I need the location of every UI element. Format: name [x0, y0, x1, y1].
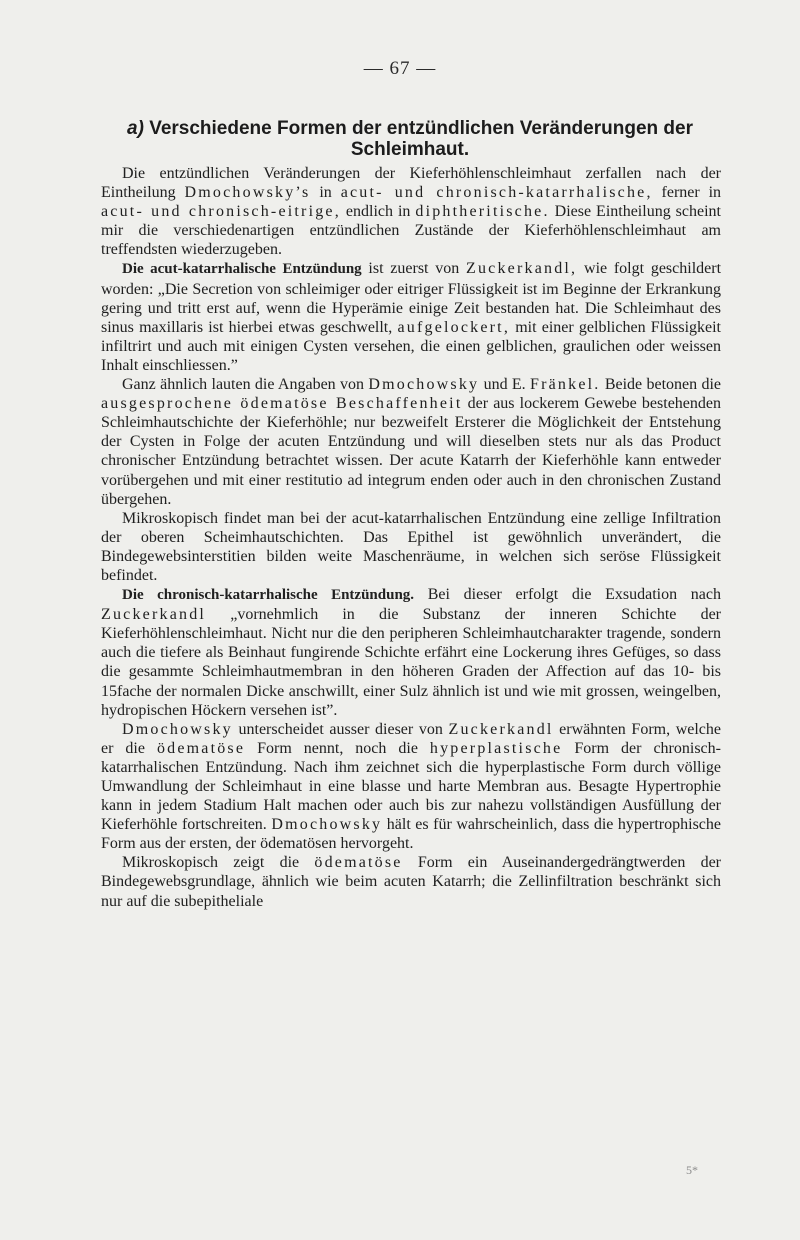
paragraph-7	[101, 853, 721, 910]
p1-text: in	[310, 184, 341, 202]
p7-text: Form ein Auseinandergedrängtwerden der Bindegewebsgrundlage, ähnlich wie beim acuten Katarrh; die Zellinfiltration beschränkt sich nur auf die subepitheliale	[101, 854, 722, 910]
printer-signature: 5*	[686, 1163, 698, 1177]
p2-lead: Die acut-katarrhalische Entzündung	[122, 261, 362, 278]
page-number: — 67 —	[363, 58, 437, 79]
p2-spaced: aufgelockert,	[397, 318, 511, 336]
paragraph-5	[101, 585, 721, 720]
p6-text: Form nennt, noch die	[245, 739, 430, 757]
paragraph-2	[101, 259, 721, 375]
p6-spaced: ödematöse	[156, 739, 246, 757]
p6-text: Form der chronisch-katarrhalischen Entzündung. Nach ihm zeichnet sich die hyperplastische Form durch völlige Umwandlung der Schleimhaut in eine blasse und harte Membran aus. Besagte Hypertrophie kann in jedem Stadium Halt machen oder auch bis zur nahezu vollständigen Ausfüllung der Kieferhöhle fortschreiten.	[101, 739, 721, 834]
p6-spaced: Dmochowsky	[271, 816, 383, 834]
section-heading	[100, 118, 720, 160]
p3-text: der aus lockerem Gewebe bestehenden Schleimhautschichte der Kieferhöhle; nur bezweifelt Ersterer die Möglichkeit der Entstehung der Cysten in Folge der acuten Entzündung und will dieselben stets nur als das Product chronischer Entzündung betrachtet wissen. Der acute Katarrh der Kieferhöhle kann entweder vorübergehen und mit einer restitutio ad integrum enden oder auch in den chronischen Zustand übergehen.	[101, 395, 721, 508]
p3-text: und E.	[479, 376, 530, 394]
p5-text: Bei dieser erfolgt die Exsudation nach	[414, 586, 721, 604]
p6-text: hält es für wahrscheinlich, dass die hypertrophische Form aus der ersten, der ödematösen hervorgeht.	[101, 816, 721, 853]
p5-lead: Die chronisch-katarrhalische Entzündung.	[122, 587, 415, 604]
p3-text: Ganz ähnlich lauten die Angaben von	[122, 376, 369, 394]
heading-line-1	[100, 118, 720, 139]
heading-line-2: Schleimhaut.	[350, 139, 470, 160]
p5-spaced: Zuckerkandl	[101, 606, 207, 624]
p4-text: Mikroskopisch findet man bei der acut-katarrhalischen Entzündung eine zellige Infiltration der oberen Scheimhautschichten. Das Epithel ist gewöhnlich unverändert, die Bindegewebsinterstitien bilden weite Maschenräume, in welchen sich seröse Flüssigkeit befindet.	[101, 509, 721, 584]
paragraph-4	[101, 509, 721, 585]
paragraph-3	[101, 375, 721, 509]
p7-spaced: ödematöse	[314, 854, 403, 872]
paragraph-1	[101, 164, 721, 259]
p6-spaced: hyperplastische	[429, 739, 563, 757]
p1-spaced: acut- und chronisch-eitrige,	[101, 203, 341, 221]
p1-spaced: diphtheritische.	[415, 203, 550, 221]
p2-text: ist zuerst von	[361, 260, 466, 278]
p1-text: Diese Eintheilung scheint mir die verschiedenartigen entzündlichen Zustände der Kieferhöhlenschleimhaut am treffendsten wiederzugeben.	[101, 203, 721, 259]
p2-text: mit einer gelblichen Flüssigkeit infiltrirt und auch mit einigen Cysten versehen, die einen gelblichen, graulichen oder weissen Inhalt einschliessen.”	[101, 318, 722, 374]
p2-text: wie folgt geschildert worden: „Die Secretion von schleimiger oder eitriger Flüssigkeit ist im Beginne der Erkrankung gering und tritt erst auf, wenn die Hyperämie einige Zeit bestanden hat. Die Schleimhaut des sinus maxillaris ist hierbei etwas geschwellt,	[101, 260, 722, 336]
heading-text-1: Verschiedene Formen der entzündlichen Veränderungen der	[149, 118, 693, 139]
p3-spaced: Fränkel.	[530, 376, 601, 394]
p6-spaced: Dmochowsky	[122, 720, 233, 738]
p7-text: Mikroskopisch zeigt die	[122, 854, 315, 872]
p3-spaced: ausgesprochene ödematöse Beschaffenheit	[101, 395, 463, 413]
p1-spaced: Dmochowsky’s	[184, 184, 311, 202]
p6-text: erwähnten Form, welche er die	[101, 720, 722, 757]
p1-text: ferner in	[652, 184, 722, 202]
p1-spaced: acut- und chronisch-katarrhalische,	[340, 184, 653, 202]
p6-text: unterscheidet ausser dieser von	[232, 720, 449, 738]
body-text	[101, 164, 721, 911]
p3-text: Beide betonen die	[600, 376, 721, 394]
p1-text: endlich in	[340, 203, 416, 221]
p1-text: Die entzündlichen Veränderungen der Kieferhöhlenschleimhaut zerfallen nach der Eintheilung	[101, 165, 721, 202]
p2-spaced: Zuckerkandl,	[466, 260, 578, 278]
paragraph-6	[101, 720, 721, 854]
heading-prefix: a)	[127, 118, 144, 139]
p3-spaced: Dmochowsky	[368, 376, 480, 394]
p6-spaced: Zuckerkandl	[448, 720, 554, 738]
p5-text: „vornehmlich in die Substanz der inneren Schichte der Kieferhöhlenschleimhaut. Nicht nur die den peripheren Schleimhautcharakter tragende, sondern auch die tiefere als Beinhaut fungirende Schichte erfährt eine Lockerung ihres Gefüges, so dass die gesammte Schleimhautmembran in den höheren Graden der Affection auf das 10- bis 15fache der normalen Dicke anschwillt, einer Sulz ähnlich ist und wie mit grossen, weingelben, hydropischen Höckern versehen ist”.	[101, 606, 721, 719]
